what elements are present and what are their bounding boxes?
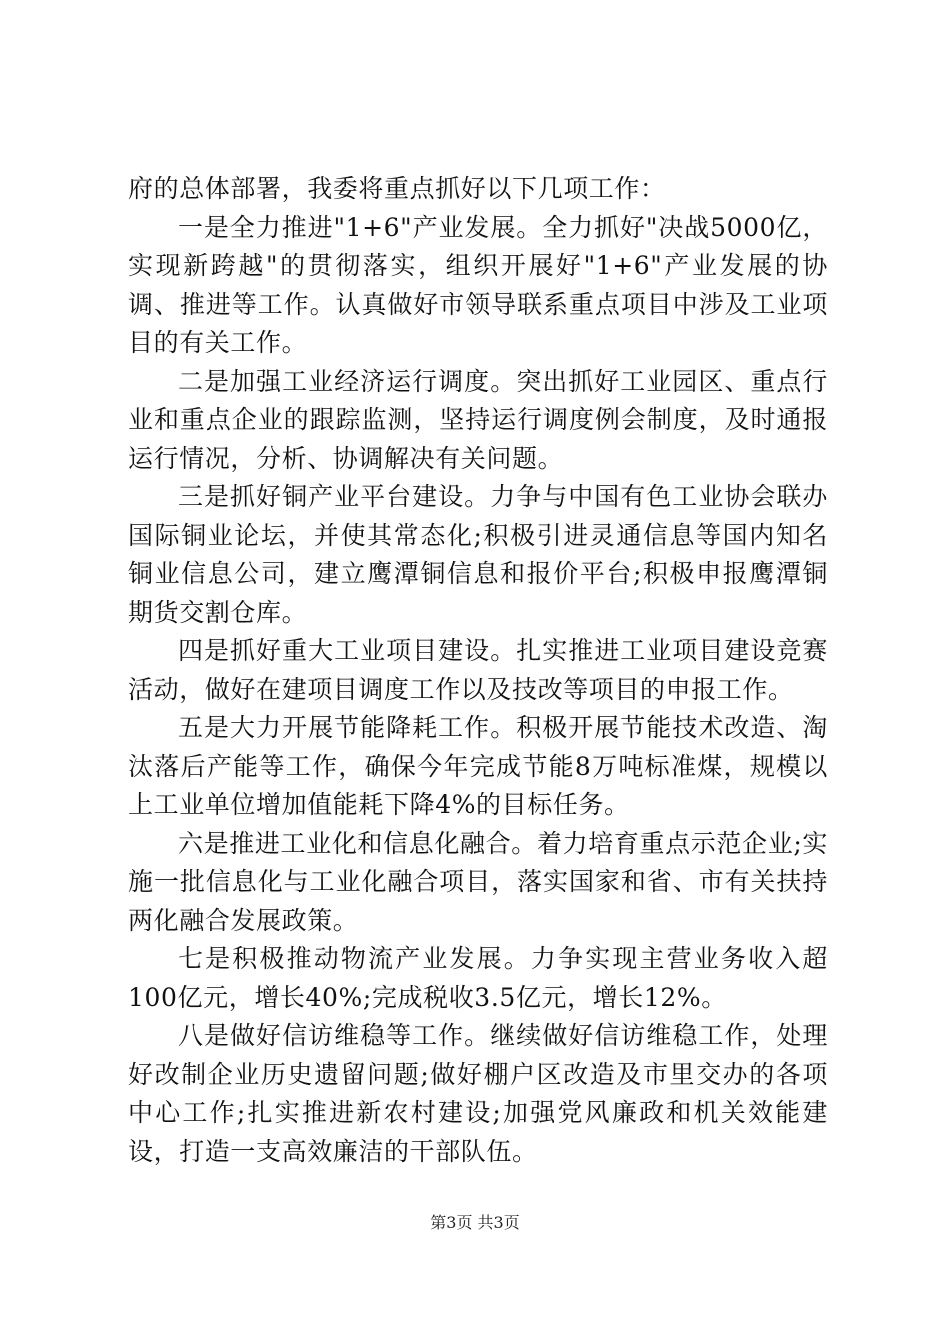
paragraph-item-5: 五是大力开展节能降耗工作。积极开展节能技术改造、淘汰落后产能等工作，确保今年完成节能8万吨标准煤，规模以上工业单位增加值能耗下降4%的目标任务。: [128, 713, 828, 819]
document-body: [128, 170, 828, 1171]
paragraph-item-3: 三是抓好铜产业平台建设。力争与中国有色工业协会联办国际铜业论坛，并使其常态化;积极引进灵通信息等国内知名铜业信息公司，建立鹰潭铜信息和报价平台;积极申报鹰潭铜期货交割仓库。: [128, 482, 828, 627]
paragraph-item-2: 二是加强工业经济运行调度。突出抓好工业园区、重点行业和重点企业的跟踪监测，坚持运行调度例会制度，及时通报运行情况，分析、协调解决有关问题。: [128, 366, 828, 473]
paragraph-item-7: 七是积极推动物流产业发展。力争实现主营业务收入超100亿元，增长40%;完成税收3.5亿元，增长12%。: [128, 944, 828, 1012]
paragraph-item-1: 一是全力推进"1+6"产业发展。全力抓好"决战5000亿，实现新跨越"的贯彻落实，组织开展好"1+6"产业发展的协调、推进等工作。认真做好市领导联系重点项目中涉及工业项目的有关工作。: [128, 212, 828, 357]
paragraph-intro: 府的总体部署，我委将重点抓好以下几项工作：: [128, 174, 666, 203]
paragraph-item-8: 八是做好信访维稳等工作。继续做好信访维稳工作，处理好改制企业历史遗留问题;做好棚户区改造及市里交办的各项中心工作;扎实推进新农村建设;加强党风廉政和机关效能建设，打造一支高效廉洁的干部队伍。: [128, 1021, 828, 1166]
paragraph-item-4: 四是抓好重大工业项目建设。扎实推进工业项目建设竞赛活动，做好在建项目调度工作以及技改等项目的申报工作。: [128, 636, 828, 704]
page-number-label: 第3页 共3页: [430, 1213, 520, 1232]
page-footer: [0, 1213, 950, 1233]
paragraph-item-6: 六是推进工业化和信息化融合。着力培育重点示范企业;实施一批信息化与工业化融合项目，落实国家和省、市有关扶持两化融合发展政策。: [128, 828, 828, 935]
